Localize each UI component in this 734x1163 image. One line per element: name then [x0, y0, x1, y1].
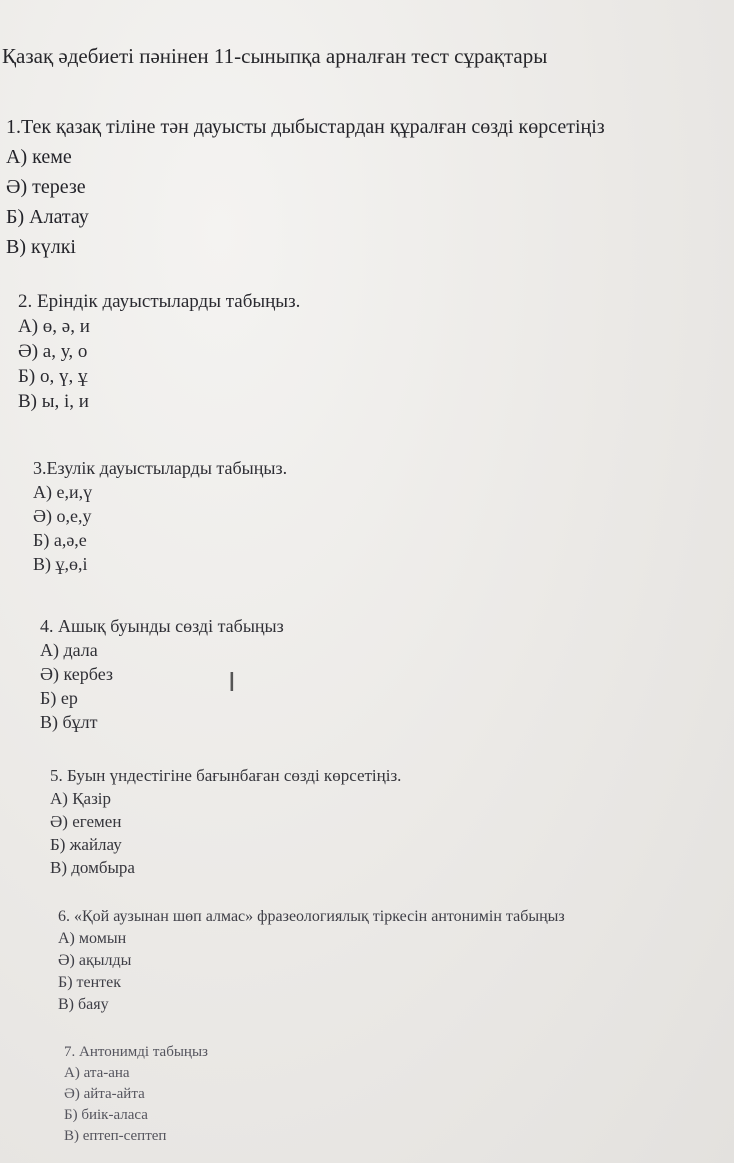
option-ae: Ә) терезе [6, 176, 86, 198]
option-v: В) баяу [58, 996, 109, 1013]
option-a: А) кеме [6, 146, 72, 168]
option-b: Б) Алатау [6, 206, 89, 228]
option-ae: Ә) о,е,у [33, 506, 92, 526]
option-v: В) ептеп-септеп [64, 1128, 167, 1144]
option-b: Б) о, ү, ұ [18, 366, 88, 387]
question-text: 1.Тек қазақ тіліне тән дауысты дыбыстардан құралған сөзді көрсетіңіз [6, 116, 605, 138]
option-v: В) ы, і, и [18, 391, 89, 412]
question-text: 7. Антонимді табыңыз [64, 1044, 208, 1060]
question-text: 3.Езулік дауыстыларды табыңыз. [33, 458, 288, 478]
option-b: Б) а,ә,е [33, 530, 87, 550]
question-2 [18, 289, 300, 414]
option-v: В) бұлт [40, 712, 98, 732]
option-ae: Ә) кербез [40, 664, 114, 684]
option-ae: Ә) айта-айта [64, 1086, 145, 1102]
text-cursor-icon: I [228, 668, 236, 698]
question-3 [33, 456, 287, 576]
question-1 [6, 112, 605, 262]
question-text: 2. Еріндік дауыстыларды табыңыз. [18, 291, 301, 312]
option-a: А) е,и,ү [33, 482, 93, 502]
option-b: Б) ер [40, 688, 78, 708]
question-5 [50, 764, 401, 879]
option-ae: Ә) ақылды [58, 952, 132, 969]
option-a: А) момын [58, 930, 127, 947]
option-a: А) дала [40, 640, 98, 660]
question-text: 6. «Қой аузынан шөп алмас» фразеологиялық тіркесін антонимін табыңыз [58, 908, 565, 925]
question-7 [64, 1042, 208, 1147]
document-title: Қазақ әдебиеті пәнінен 11-сыныпқа арналған тест сұрақтары [2, 44, 548, 68]
option-ae: Ә) а, у, о [18, 341, 88, 362]
question-text: 4. Ашық буынды сөзді табыңыз [40, 616, 284, 636]
option-b: Б) биік-аласа [64, 1107, 148, 1123]
option-v: В) домбыра [50, 858, 135, 877]
question-6 [58, 906, 565, 1016]
option-a: А) ата-ана [64, 1065, 130, 1081]
question-text: 5. Буын үндестігіне бағынбаған сөзді көрсетіңіз. [50, 766, 402, 785]
option-b: Б) жайлау [50, 835, 122, 854]
option-a: А) ө, ә, и [18, 316, 90, 337]
option-v: В) ұ,ө,і [33, 554, 88, 574]
option-ae: Ә) егемен [50, 812, 122, 831]
option-b: Б) тентек [58, 974, 122, 991]
question-4 [40, 614, 284, 734]
option-v: В) күлкі [6, 236, 76, 258]
option-a: А) Қазір [50, 789, 112, 808]
